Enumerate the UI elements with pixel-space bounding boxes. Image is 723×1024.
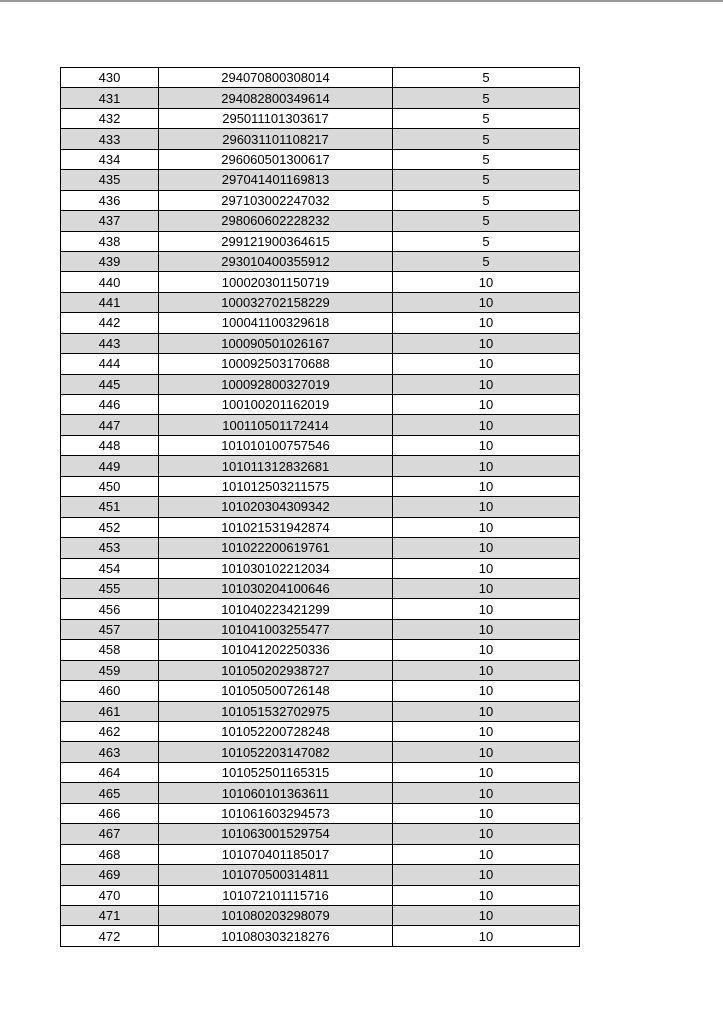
row-number-cell: 454	[61, 558, 159, 578]
id-code-cell: 100092800327019	[159, 374, 393, 394]
row-number-cell: 466	[61, 803, 159, 823]
value-cell: 5	[393, 129, 580, 149]
row-number-cell: 469	[61, 865, 159, 885]
row-number-cell: 456	[61, 599, 159, 619]
table-row	[61, 231, 580, 251]
table-row	[61, 497, 580, 517]
value-cell: 10	[393, 292, 580, 312]
id-code-cell: 100092503170688	[159, 354, 393, 374]
id-code-cell: 101060101363611	[159, 783, 393, 803]
value-cell: 10	[393, 435, 580, 455]
value-cell: 10	[393, 865, 580, 885]
table-row	[61, 803, 580, 823]
row-number-cell: 470	[61, 885, 159, 905]
table-row	[61, 272, 580, 292]
value-cell: 10	[393, 538, 580, 558]
table-row	[61, 149, 580, 169]
id-code-cell: 101080203298079	[159, 905, 393, 925]
table-row	[61, 333, 580, 353]
row-number-cell: 453	[61, 538, 159, 558]
value-cell: 10	[393, 272, 580, 292]
value-cell: 10	[393, 742, 580, 762]
id-code-cell: 100110501172414	[159, 415, 393, 435]
id-code-cell: 101080303218276	[159, 926, 393, 946]
id-code-cell: 100032702158229	[159, 292, 393, 312]
table-row	[61, 844, 580, 864]
id-code-cell: 101041003255477	[159, 619, 393, 639]
table-row	[61, 742, 580, 762]
table-row	[61, 824, 580, 844]
value-cell: 5	[393, 170, 580, 190]
id-code-cell: 101030102212034	[159, 558, 393, 578]
value-cell: 10	[393, 456, 580, 476]
row-number-cell: 440	[61, 272, 159, 292]
row-number-cell: 442	[61, 313, 159, 333]
page-top-border	[0, 0, 723, 2]
table-row	[61, 435, 580, 455]
value-cell: 10	[393, 476, 580, 496]
value-cell: 10	[393, 701, 580, 721]
row-number-cell: 452	[61, 517, 159, 537]
id-code-cell: 297041401169813	[159, 170, 393, 190]
table-row	[61, 415, 580, 435]
value-cell: 10	[393, 844, 580, 864]
id-code-cell: 101061603294573	[159, 803, 393, 823]
table-row	[61, 926, 580, 946]
row-number-cell: 436	[61, 190, 159, 210]
id-code-cell: 293010400355912	[159, 251, 393, 271]
table-row	[61, 313, 580, 333]
document-page	[60, 67, 580, 947]
row-number-cell: 463	[61, 742, 159, 762]
value-cell: 10	[393, 783, 580, 803]
row-number-cell: 445	[61, 374, 159, 394]
table-row	[61, 88, 580, 108]
row-number-cell: 457	[61, 619, 159, 639]
id-code-cell: 101072101115716	[159, 885, 393, 905]
row-number-cell: 468	[61, 844, 159, 864]
value-cell: 10	[393, 313, 580, 333]
value-cell: 10	[393, 374, 580, 394]
id-code-cell: 101050202938727	[159, 660, 393, 680]
id-code-cell: 101021531942874	[159, 517, 393, 537]
table-row	[61, 640, 580, 660]
id-code-cell: 101022200619761	[159, 538, 393, 558]
table-row	[61, 517, 580, 537]
id-code-cell: 299121900364615	[159, 231, 393, 251]
value-cell: 10	[393, 824, 580, 844]
value-cell: 5	[393, 231, 580, 251]
value-cell: 10	[393, 558, 580, 578]
value-cell: 10	[393, 660, 580, 680]
row-number-cell: 449	[61, 456, 159, 476]
table-row	[61, 129, 580, 149]
value-cell: 10	[393, 497, 580, 517]
id-code-cell: 101020304309342	[159, 497, 393, 517]
row-number-cell: 437	[61, 211, 159, 231]
value-cell: 10	[393, 599, 580, 619]
value-cell: 10	[393, 517, 580, 537]
id-code-cell: 296031101108217	[159, 129, 393, 149]
id-code-cell: 296060501300617	[159, 149, 393, 169]
table-row	[61, 354, 580, 374]
table-row	[61, 701, 580, 721]
row-number-cell: 459	[61, 660, 159, 680]
table-row	[61, 885, 580, 905]
value-cell: 10	[393, 640, 580, 660]
table-row	[61, 681, 580, 701]
id-code-cell: 101052200728248	[159, 722, 393, 742]
value-cell: 5	[393, 251, 580, 271]
table-row	[61, 251, 580, 271]
value-cell: 10	[393, 415, 580, 435]
value-cell: 10	[393, 333, 580, 353]
row-number-cell: 448	[61, 435, 159, 455]
value-cell: 10	[393, 803, 580, 823]
row-number-cell: 458	[61, 640, 159, 660]
id-code-cell: 100020301150719	[159, 272, 393, 292]
row-number-cell: 467	[61, 824, 159, 844]
value-cell: 10	[393, 762, 580, 782]
id-code-cell: 101041202250336	[159, 640, 393, 660]
table-row	[61, 722, 580, 742]
value-cell: 10	[393, 619, 580, 639]
value-cell: 10	[393, 885, 580, 905]
table-row	[61, 211, 580, 231]
row-number-cell: 471	[61, 905, 159, 925]
value-cell: 5	[393, 190, 580, 210]
row-number-cell: 443	[61, 333, 159, 353]
row-number-cell: 434	[61, 149, 159, 169]
table-row	[61, 619, 580, 639]
table-row	[61, 108, 580, 128]
id-code-cell: 101030204100646	[159, 578, 393, 598]
value-cell: 10	[393, 578, 580, 598]
row-number-cell: 464	[61, 762, 159, 782]
table-row	[61, 558, 580, 578]
table-row	[61, 190, 580, 210]
table-row	[61, 599, 580, 619]
row-number-cell: 430	[61, 68, 159, 88]
id-code-cell: 101050500726148	[159, 681, 393, 701]
value-cell: 10	[393, 681, 580, 701]
id-code-cell: 101011312832681	[159, 456, 393, 476]
table-row	[61, 170, 580, 190]
row-number-cell: 465	[61, 783, 159, 803]
table-row	[61, 578, 580, 598]
row-number-cell: 431	[61, 88, 159, 108]
table-row	[61, 68, 580, 88]
id-code-cell: 100041100329618	[159, 313, 393, 333]
id-code-cell: 101040223421299	[159, 599, 393, 619]
id-code-cell: 101070500314811	[159, 865, 393, 885]
row-number-cell: 444	[61, 354, 159, 374]
value-cell: 5	[393, 88, 580, 108]
table-row	[61, 905, 580, 925]
id-code-cell: 298060602228232	[159, 211, 393, 231]
id-code-cell: 101063001529754	[159, 824, 393, 844]
id-code-cell: 101010100757546	[159, 435, 393, 455]
value-cell: 5	[393, 108, 580, 128]
id-code-cell: 294070800308014	[159, 68, 393, 88]
value-cell: 5	[393, 149, 580, 169]
value-cell: 10	[393, 926, 580, 946]
id-code-cell: 101052203147082	[159, 742, 393, 762]
data-table	[60, 67, 580, 947]
value-cell: 10	[393, 905, 580, 925]
row-number-cell: 433	[61, 129, 159, 149]
row-number-cell: 450	[61, 476, 159, 496]
row-number-cell: 432	[61, 108, 159, 128]
id-code-cell: 101051532702975	[159, 701, 393, 721]
table-body	[61, 68, 580, 947]
row-number-cell: 438	[61, 231, 159, 251]
row-number-cell: 461	[61, 701, 159, 721]
value-cell: 10	[393, 395, 580, 415]
table-row	[61, 374, 580, 394]
id-code-cell: 100090501026167	[159, 333, 393, 353]
table-row	[61, 660, 580, 680]
row-number-cell: 462	[61, 722, 159, 742]
id-code-cell: 101070401185017	[159, 844, 393, 864]
value-cell: 5	[393, 211, 580, 231]
id-code-cell: 294082800349614	[159, 88, 393, 108]
row-number-cell: 446	[61, 395, 159, 415]
table-row	[61, 865, 580, 885]
value-cell: 10	[393, 722, 580, 742]
id-code-cell: 101012503211575	[159, 476, 393, 496]
value-cell: 10	[393, 354, 580, 374]
table-row	[61, 538, 580, 558]
row-number-cell: 455	[61, 578, 159, 598]
table-row	[61, 783, 580, 803]
row-number-cell: 451	[61, 497, 159, 517]
id-code-cell: 297103002247032	[159, 190, 393, 210]
value-cell: 5	[393, 68, 580, 88]
table-row	[61, 292, 580, 312]
id-code-cell: 101052501165315	[159, 762, 393, 782]
table-row	[61, 762, 580, 782]
id-code-cell: 295011101303617	[159, 108, 393, 128]
row-number-cell: 460	[61, 681, 159, 701]
table-row	[61, 476, 580, 496]
row-number-cell: 441	[61, 292, 159, 312]
row-number-cell: 472	[61, 926, 159, 946]
table-row	[61, 395, 580, 415]
id-code-cell: 100100201162019	[159, 395, 393, 415]
row-number-cell: 439	[61, 251, 159, 271]
row-number-cell: 447	[61, 415, 159, 435]
row-number-cell: 435	[61, 170, 159, 190]
table-row	[61, 456, 580, 476]
